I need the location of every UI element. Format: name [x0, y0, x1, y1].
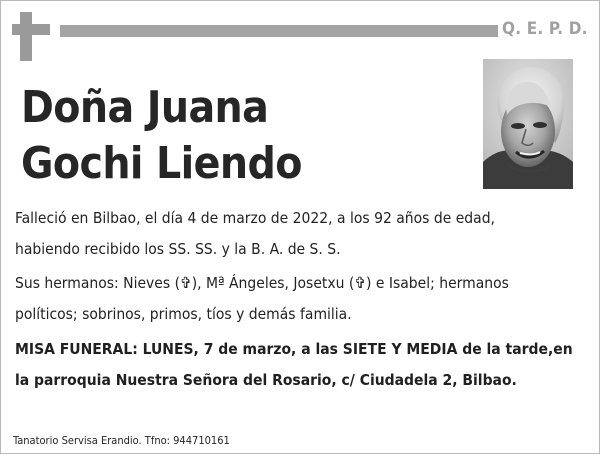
funeral-home-contact: Tanatorio Servisa Erandio. Tfno: 944710161	[13, 434, 230, 447]
cross-icon	[20, 12, 32, 61]
death-details-line-1: Falleció en Bilbao, el día 4 de marzo de 2022, a los 92 años de edad,	[15, 209, 495, 227]
header-divider	[60, 25, 498, 37]
deceased-name	[21, 80, 302, 192]
qepd-label: Q. E. P. D.	[502, 19, 588, 39]
obituary-body	[15, 203, 590, 396]
family-mentions	[15, 268, 590, 330]
family-mentions-line-2: políticos; sobrinos, primos, tíos y demás familia.	[15, 305, 352, 323]
funeral-mass-line-2: la parroquia Nuestra Señora del Rosario, c/ Ciudadela 2, Bilbao.	[15, 371, 517, 389]
cross-icon-bar	[12, 24, 50, 35]
deceased-surnames: Gochi Liendo	[21, 138, 302, 189]
deceased-first-name: Doña Juana	[21, 82, 269, 133]
death-details	[15, 203, 590, 265]
death-details-line-2: habiendo recibido los SS. SS. y la B. A. de S. S.	[15, 240, 341, 258]
funeral-mass-line-1: MISA FUNERAL: LUNES, 7 de marzo, a las SIETE Y MEDIA de la tarde,en	[15, 340, 573, 358]
family-mentions-line-1: Sus hermanos: Nieves (✞), Mª Ángeles, Josetxu (✞) e Isabel; hermanos	[15, 274, 509, 292]
deceased-photo	[483, 59, 573, 189]
funeral-mass-details	[15, 334, 590, 396]
